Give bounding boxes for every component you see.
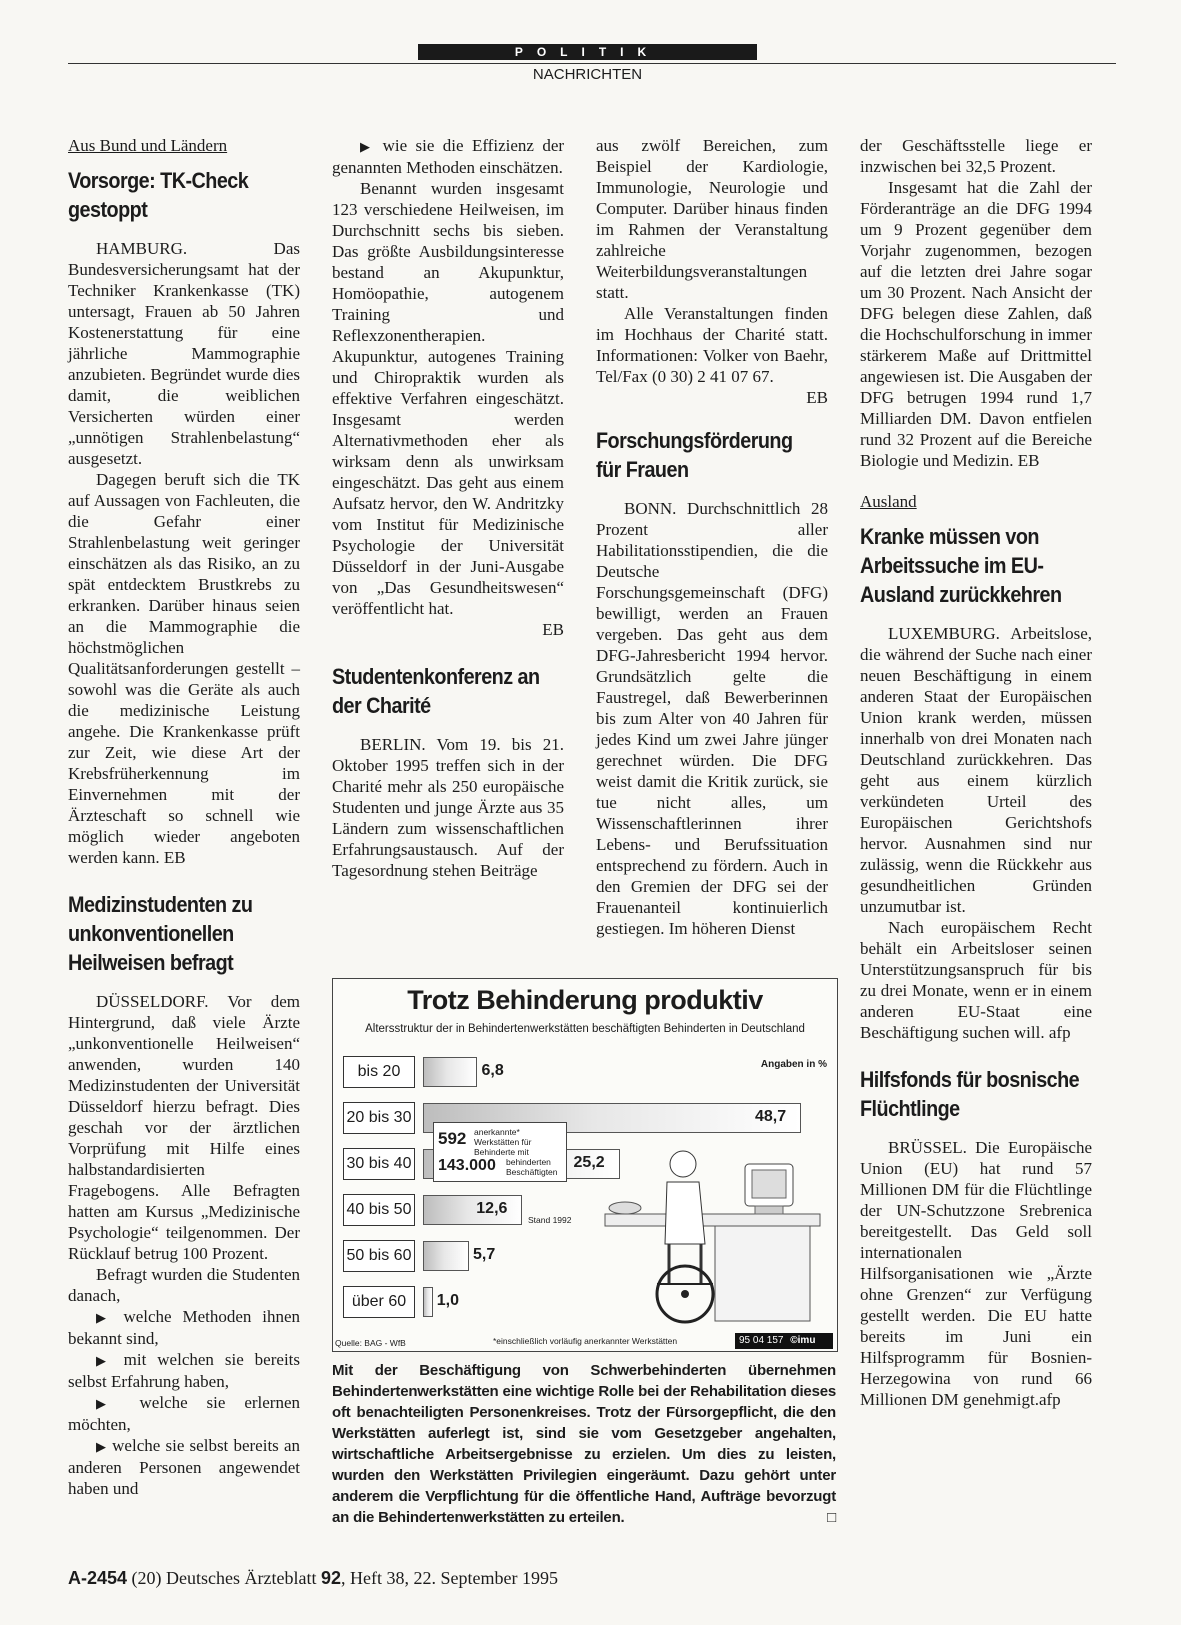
triangle-bullet-icon: ▶ (360, 139, 375, 154)
article-paragraph: LUXEMBURG. Arbeitslose, die während der Suche nach einer neuen Beschäftigung in einem anderen Staat der Europäischen Union krank werden, müssen innerhalb von drei Monaten nach Deutschland zurückkehren. Das geht aus einem kürzlich verkündeten Urteil des Europäischen Gerichtshofs hervor. Ausnahmen sind nur zulässig, wenn die Rückkehr aus gesundheitlichen Gründen unzumutbar ist. (860, 624, 1092, 916)
chart-source: Quelle: BAG - WfB (335, 1338, 406, 1348)
list-item: ▶ welche sie erlernen möchten, (68, 1393, 301, 1434)
agency-logo: ©imu (790, 1335, 816, 1346)
column-1 (68, 135, 300, 1499)
article-paragraph: Benannt wurden insgesamt 123 verschiedene Heilweisen, im Durchschnitt sechs bis sieben. Das größte Ausbildungsinteresse bestand an Akupunktur, Homöopathie, autogenem Training und Reflexzonentherapien. Akupunktur, autogenes Training und Chiropraktik wurden als effektive Verfahren eingeschätzt. Insgesamt werden Alternativmethoden eher als wirksam denn als unwirksam eingeschätzt. Das geht aus einem Aufsatz hervor, den W. Andritzky vom Institut für Medizinische Psychologie der Universität Düsseldorf in der Juni-Ausgabe von „Das Gesundheitswesen“ veröffentlicht hat. (332, 179, 564, 618)
triangle-bullet-icon: ▶ (96, 1396, 121, 1411)
chart-value-label: 12,6 (476, 1200, 508, 1217)
chart-category-label: 30 bis 40 (343, 1148, 415, 1180)
article-paragraph: Nach europäischem Recht behält ein Arbeitsloser seinen Unterstützungsanspruch für bis zu drei Monate, wenn er in einem anderen EU-Staat eine Beschäftigung suchen will. afp (860, 918, 1092, 1042)
subsection-label: NACHRICHTEN (532, 66, 643, 83)
headline-forschungsfoerderung: Forschungsförderung für Frauen (596, 428, 793, 482)
chart-category-label: bis 20 (343, 1056, 415, 1088)
header-rule (68, 63, 1116, 64)
headline-arbeitssuche: Kranke müssen von Arbeitssuche im EU-Ausland zurückkehren (860, 524, 1062, 607)
graphic-caption: Mit der Beschäftigung von Schwerbehinderten übernehmen Behindertenwerkstätten eine wichtige Rolle bei der Rehabilitation dieses oft benachteiligten Personenkreises. Trotz der Fürsorgepflicht, die den Werkstätten auferlegt ist, sind sie vom Gesetzgeber angehalten, wirtschaftliche Arbeitsergebnisse zu erzielen. Um dies zu leisten, wurden den Werkstätten Privilegien eingeräumt. Dazu gehört unter anderem die Verpflichtung für die öffentliche Hand, Aufträge bevorzugt an die Behindertenwerkstätten zu erteilen. □ (332, 1362, 836, 1526)
section-banner: POLITIK (418, 44, 757, 60)
article-signature: EB (542, 620, 564, 639)
chart-bar (423, 1287, 433, 1317)
section-label-ausland: Ausland (860, 492, 917, 511)
issue-date: , Heft 38, 22. September 1995 (341, 1568, 558, 1588)
article-signature: afp (1048, 1023, 1071, 1042)
triangle-bullet-icon: ▶ (96, 1353, 113, 1368)
chart-value-label: 25,2 (573, 1154, 605, 1171)
worker-wheelchair-illustration (595, 1134, 825, 1329)
triangle-bullet-icon: ▶ (96, 1310, 113, 1325)
chart-value-label: 48,7 (754, 1108, 787, 1125)
article-paragraph: der Geschäftsstelle liege er inzwischen bei 32,5 Prozent. (860, 136, 1092, 176)
chart-value-label: 6,8 (481, 1062, 504, 1079)
column-3 (596, 135, 828, 939)
article-paragraph: BONN. Durchschnittlich 28 Prozent aller Habilitationsstipendien, die die Deutsche Forschungsgemeinschaft (DFG) bewilligt, werden an Frauen vergeben. Das geht aus dem DFG-Jahresbericht 1994 hervor. Grundsätzlich gelte die Faustregel, daß Bewerberinnen bis zum Alter von 40 Jahren für jedes Kind um zwei Jahre jünger gerechnet würden. Die DFG weist damit die Kritik zurück, sie tue nicht alles, um Wissenschaftlerinnen ihrer Lebens- und Berufssituation entsprechend zu fördern. Auch in den Gremien der DFG sei der Frauenanteil kontinuierlich gestiegen. Im höheren Dienst (596, 499, 828, 938)
infographic (332, 978, 838, 1352)
article-paragraph: BERLIN. Vom 19. bis 21. Oktober 1995 treffen sich in der Charité mehr als 250 europäische Studenten und junge Ärzte aus 35 Ländern zum wissenschaftlichen Erfahrungsaustausch. Auf der Tagesordnung stehen Beiträge (332, 735, 564, 880)
article-paragraph: Insgesamt hat die Zahl der Förderanträge an die DFG 1994 um 9 Prozent gegenüber dem Vorjahr zugenommen, bezogen auf die letzten drei Jahre sogar um 30 Prozent. Nach Ansicht der DFG belegen diese Zahlen, daß die Hochschulforschung in immer stärkerem Maße auf Drittmittel angewiesen ist. Die Ausgaben der DFG betrugen 1994 rund 1,7 Milliarden DM. Davon entfielen rund 32 Prozent auf die Bereiche Biologie und Medizin. EB (860, 178, 1092, 470)
list-item: ▶ mit welchen sie bereits selbst Erfahrung haben, (68, 1350, 301, 1391)
chart-bar (423, 1057, 477, 1087)
headline-hilfsfonds: Hilfsfonds für bosnische Flüchtlinge (860, 1067, 1080, 1121)
article-paragraph: Alle Veranstaltungen finden im Hochhaus der Charité statt. Informationen: Volker von Baehr, Tel/Fax (0 30) 2 41 07 67. (596, 304, 828, 386)
chart-title: Trotz Behinderung produktiv (407, 985, 763, 1015)
chart-value-label: 1,0 (436, 1292, 459, 1309)
article-signature: EB (806, 388, 828, 407)
graphic-code: 95 04 157 (739, 1335, 784, 1346)
headline-medizinstudenten: Medizinstudenten zu unkonventionellen Heilweisen befragt (68, 892, 253, 975)
agency-badge (735, 1333, 833, 1349)
article-signature: EB (1017, 451, 1040, 470)
column-4 (860, 135, 1092, 1410)
chart-stand-label: Stand 1992 (528, 1215, 572, 1225)
list-item: ▶ wie sie die Effizienz der genannten Methoden einschätzen. (332, 136, 565, 177)
page-number: A-2454 (68, 1568, 128, 1588)
triangle-bullet-icon: ▶ (96, 1439, 107, 1454)
headline-tk-check: Vorsorge: TK-Check gestoppt (68, 168, 249, 222)
article-signature: EB (163, 848, 186, 867)
chart-bar (423, 1241, 469, 1271)
article-paragraph: BRÜSSEL. Die Europäische Union (EU) hat rund 57 Millionen DM für die Flüchtlinge der UN-Schutzzone Srebrenica bereitgestellt. Das Geld soll internationalen Hilfsorganisationen wie „Ärzte ohne Grenzen“ zur Verfügung gestellt werden. Die EU hatte bereits im Juni ein Hilfsprogramm für Bosnien-Herzegowina von rund 66 Millionen DM genehmigt.afp (860, 1138, 1092, 1409)
article-paragraph: HAMBURG. Das Bundesversicherungsamt hat der Techniker Krankenkasse (TK) untersagt, Frauen ab 50 Jahren Kostenerstattung für eine jährliche Mammographie anzubieten. Begründet wurde dies damit, die weiblichen Versicherten würden einer „unnötigen Strahlenbelastung“ ausgesetzt. (68, 239, 300, 468)
chart-category-label: 50 bis 60 (343, 1240, 415, 1272)
page-footer (68, 1568, 558, 1589)
end-mark-icon: □ (827, 1509, 836, 1526)
headline-studentenkonferenz: Studentenkonferenz an der Charité (332, 664, 540, 718)
stats-number-beschaeftigte: 143.000 (438, 1157, 496, 1174)
stats-text-werkstaetten: anerkannte* Werkstätten für Behinderte mit (474, 1127, 532, 1157)
article-paragraph: Befragt wurden die Studenten danach, (68, 1265, 300, 1305)
stats-text-beschaeftigte: behinderten Beschäftigten (506, 1157, 558, 1177)
issue-info: (20) Deutsches Ärzteblatt (131, 1568, 317, 1588)
chart-category-label: 20 bis 30 (343, 1102, 415, 1134)
volume-number: 92 (320, 1568, 342, 1588)
article-paragraph: DÜSSELDORF. Vor dem Hintergrund, daß viele Ärzte „unkonventionelle Heilweisen“ anwenden, wurden 140 Medizinstudenten der Universität Düsseldorf hierzu befragt. Dies geschah vor der ärztlichen Vorprüfung mit Hilfe eines halbstandardisierten Fragebogens. Alle Befragten hatten am Kursus „Medizinische Psychologie“ teilgenommen. Der Rücklauf betrug 100 Prozent. (68, 992, 300, 1263)
article-signature: afp (1038, 1390, 1061, 1409)
chart-subtitle: Altersstruktur der in Behindertenwerkstätten beschäftigten Behinderten in Deutschland (365, 1023, 805, 1035)
article-paragraph: Dagegen beruft sich die TK auf Aussagen von Fachleuten, die die Gefahr einer Strahlenbelastung weit geringer einschätzen als das Risiko, an zu spät entdecktem Brustkrebs zu erkranken. Darüber hinaus seien an die Mammographie die höchstmöglichen Qualitätsanforderungen gestellt – sowohl was die Geräte als auch die medizinische Leistung angehe. Die Krankenkasse prüft zur Zeit, wie diese Art der Krebsfrüherkennung im Einvernehmen mit der Ärzteschaft so schnell wie möglich wieder angeboten werden kann. EB (68, 470, 300, 867)
chart-category-label: 40 bis 50 (343, 1194, 415, 1226)
article-paragraph: aus zwölf Bereichen, zum Beispiel der Kardiologie, Immunologie, Neurologie und Computer. Darüber hinaus finden im Rahmen der Veranstaltung zahlreiche Weiterbildungsveranstaltungen statt. (596, 136, 828, 302)
chart-category-label: über 60 (343, 1286, 415, 1318)
list-item: ▶ welche sie selbst bereits an anderen Personen angewendet haben und (68, 1436, 301, 1498)
chart-value-label: 5,7 (473, 1246, 496, 1263)
chart-unit-label: Angaben in % (760, 1059, 827, 1070)
section-label-bund: Aus Bund und Ländern (68, 136, 228, 155)
stats-box (433, 1122, 567, 1182)
list-item: ▶ welche Methoden ihnen bekannt sind, (68, 1307, 301, 1348)
column-2 (332, 135, 564, 881)
chart-footnote: *einschließlich vorläufig anerkannter Werkstätten (493, 1336, 678, 1346)
stats-number-werkstaetten: 592 (438, 1129, 467, 1148)
